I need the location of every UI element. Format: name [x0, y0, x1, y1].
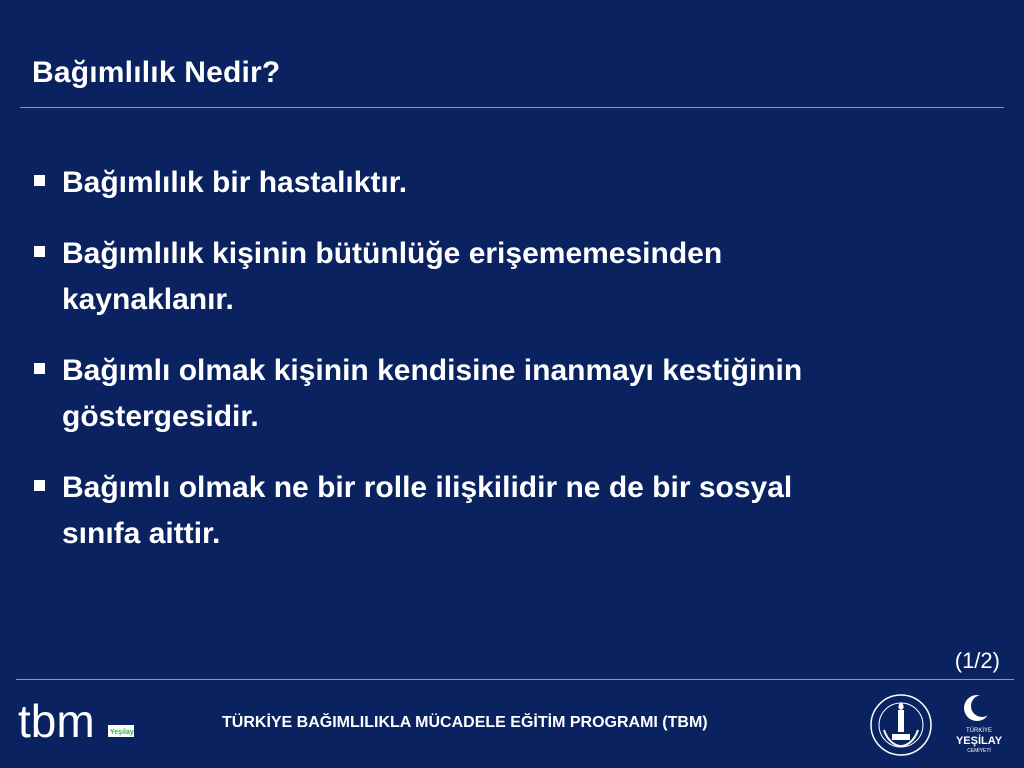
bullet-text-continued: sınıfa aittir. — [62, 517, 221, 550]
bullet-item — [32, 465, 962, 557]
yesilay-logo-top: TÜRKİYE — [965, 728, 993, 734]
bullet-item — [32, 160, 962, 206]
tbm-logo-tag: Yeşilay — [110, 729, 134, 736]
footer-divider — [16, 679, 1014, 680]
square-bullet-icon — [34, 363, 45, 374]
square-bullet-icon — [34, 175, 45, 186]
meb-emblem-logo — [868, 692, 934, 758]
page-number: (1/2) — [954, 648, 1000, 673]
bullet-item — [32, 231, 962, 323]
square-bullet-icon — [34, 480, 45, 491]
tbm-logo — [18, 693, 138, 753]
bullet-text: Bağımlı olmak kişinin kendisine inanmayı kestiğinin — [62, 354, 803, 387]
square-bullet-icon — [34, 246, 45, 257]
tbm-logo-text: tbm — [18, 695, 95, 747]
bullet-text-continued: göstergesidir. — [62, 400, 259, 433]
yesilay-logo-name: YEŞİLAY — [955, 735, 1003, 747]
slide-title: Bağımlılık Nedir? — [32, 56, 281, 89]
yesilay-logo — [944, 690, 1014, 760]
bullet-text: Bağımlılık kişinin bütünlüğe erişememesinden — [62, 237, 723, 270]
yesilay-logo-sub: CEMİYETİ — [967, 748, 991, 754]
bullet-text: Bağımlılık bir hastalıktır. — [62, 166, 408, 199]
footer-program-name: TÜRKİYE BAĞIMLILIKLA MÜCADELE EĞİTİM PROGRAMI (TBM) — [222, 714, 708, 731]
bullet-text: Bağımlı olmak ne bir rolle ilişkilidir ne de bir sosyal — [62, 471, 793, 504]
title-divider — [20, 107, 1004, 108]
bullet-text-continued: kaynaklanır. — [62, 283, 234, 316]
bullet-list — [32, 160, 962, 582]
bullet-item — [32, 348, 962, 440]
